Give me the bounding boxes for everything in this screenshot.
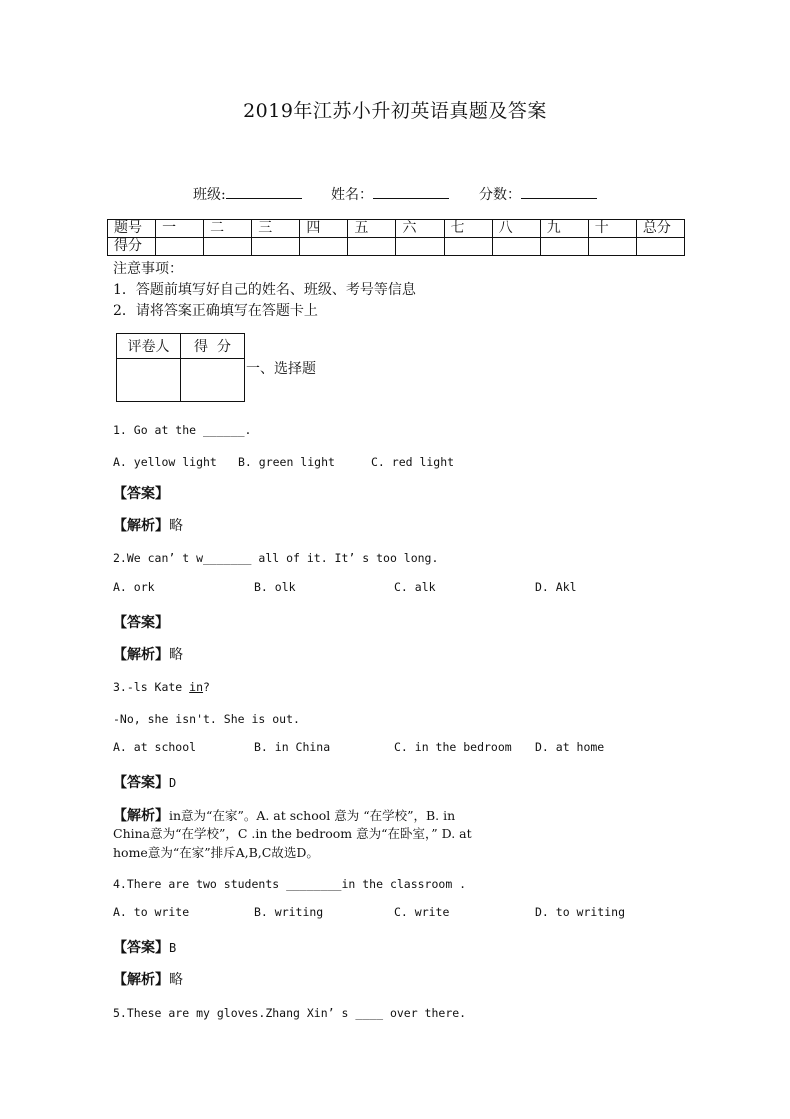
option: C. alk (394, 580, 436, 594)
answer-label: 【答案】 (113, 940, 169, 956)
score-cell (348, 238, 396, 256)
question-stem (113, 680, 210, 694)
option: A. yellow light (113, 455, 217, 469)
option: C. write (394, 905, 450, 919)
score-blank (521, 184, 597, 199)
option: D. at home (535, 740, 605, 754)
option: A. to write (113, 905, 190, 919)
option: B. green light (238, 455, 335, 469)
analysis-line (113, 515, 183, 535)
class-label: 班级: (193, 187, 226, 203)
analysis-label: 【解析】 (113, 647, 169, 663)
answer-line (113, 612, 169, 632)
name-blank (373, 184, 449, 199)
analysis-line (113, 644, 183, 664)
score-header-cell: 八 (492, 220, 540, 238)
question-stem: 4.There are two students ________in the classroom . (113, 877, 467, 891)
analysis-line (113, 805, 455, 825)
score-cell (444, 238, 492, 256)
class-field (193, 184, 302, 204)
score-cell (252, 238, 300, 256)
analysis-text: 略 (169, 972, 183, 988)
option: A. ork (113, 580, 155, 594)
question-stem: 5.These are my gloves.Zhang Xin’ s ____ over there. (113, 1006, 467, 1020)
question-stem: 2.We can’ t w_______ all of it. It’ s too long. (113, 551, 439, 565)
option: C. red light (371, 455, 455, 469)
score-header-cell: 七 (444, 220, 492, 238)
answer-value: B (169, 941, 177, 955)
analysis-line (113, 969, 183, 989)
option: B. in China (254, 740, 331, 754)
analysis-text: 略 (169, 518, 183, 534)
analysis-text: in意为“在家”。A. at school 意为 “在学校”，B. in (169, 808, 456, 823)
answer-value: D (169, 776, 177, 790)
option: D. Akl (535, 580, 577, 594)
answer-label: 【答案】 (113, 486, 169, 502)
score-header-cell: 一 (156, 220, 204, 238)
reviewer-label: 评卷人 (117, 334, 181, 359)
score-table-score-row (108, 238, 685, 256)
grader-score-cell (181, 359, 245, 402)
analysis-label: 【解析】 (113, 518, 169, 534)
score-table-header-row (108, 220, 685, 238)
score-row-label: 得分 (108, 238, 156, 256)
score-header-cell: 九 (540, 220, 588, 238)
answer-line (113, 483, 169, 503)
answer-line (113, 772, 176, 792)
section-title: 一、选择题 (246, 361, 316, 377)
notes-heading: 注意事项： (113, 261, 183, 277)
score-header-cell: 二 (204, 220, 252, 238)
score-cell (204, 238, 252, 256)
option: B. writing (254, 905, 324, 919)
score-cell (396, 238, 444, 256)
score-cell (300, 238, 348, 256)
page-title: 2019年江苏小升初英语真题及答案 (243, 100, 547, 122)
stem-text: ? (203, 680, 210, 694)
score-header-cell: 十 (588, 220, 636, 238)
score-header-cell: 三 (252, 220, 300, 238)
stem-underlined-word: in (189, 680, 204, 694)
grader-box (116, 333, 245, 402)
question-stem: 1. Go at the ______. (113, 423, 252, 437)
score-cell (636, 238, 684, 256)
score-header-cell: 六 (396, 220, 444, 238)
class-blank (226, 184, 302, 199)
analysis-text: home意为“在家”排斥A,B,C故选D。 (113, 845, 319, 860)
note-item: 2．请将答案正确填写在答题卡上 (113, 303, 318, 319)
score-cell (492, 238, 540, 256)
answer-line (113, 937, 176, 957)
grader-score-label: 得 分 (181, 334, 245, 359)
name-field (331, 184, 449, 204)
answer-label: 【答案】 (113, 775, 169, 791)
name-label: 姓名： (331, 187, 373, 203)
analysis-text: 略 (169, 647, 183, 663)
analysis-label: 【解析】 (113, 808, 169, 824)
reviewer-cell (117, 359, 181, 402)
note-item: 1．答题前填写好自己的姓名、班级、考号等信息 (113, 282, 416, 298)
score-cell (588, 238, 636, 256)
option: D. to writing (535, 905, 626, 919)
option: C. in the bedroom (394, 740, 512, 754)
score-table (107, 219, 685, 256)
answer-label: 【答案】 (113, 615, 169, 631)
score-label: 分数： (479, 187, 521, 203)
score-header-cell: 五 (348, 220, 396, 238)
score-header-cell: 总分 (636, 220, 684, 238)
option: B. olk (254, 580, 296, 594)
analysis-text: China意为“在学校”，C .in the bedroom 意为“在卧室，” D. at (113, 826, 472, 841)
stem-text: 3.-ls Kate (113, 680, 190, 694)
score-header-cell: 题号 (108, 220, 156, 238)
score-cell (540, 238, 588, 256)
question-stem-line2: -No, she isn't. She is out. (113, 712, 300, 726)
analysis-label: 【解析】 (113, 972, 169, 988)
score-cell (156, 238, 204, 256)
score-header-cell: 四 (300, 220, 348, 238)
option: A. at school (113, 740, 197, 754)
score-field (479, 184, 597, 204)
